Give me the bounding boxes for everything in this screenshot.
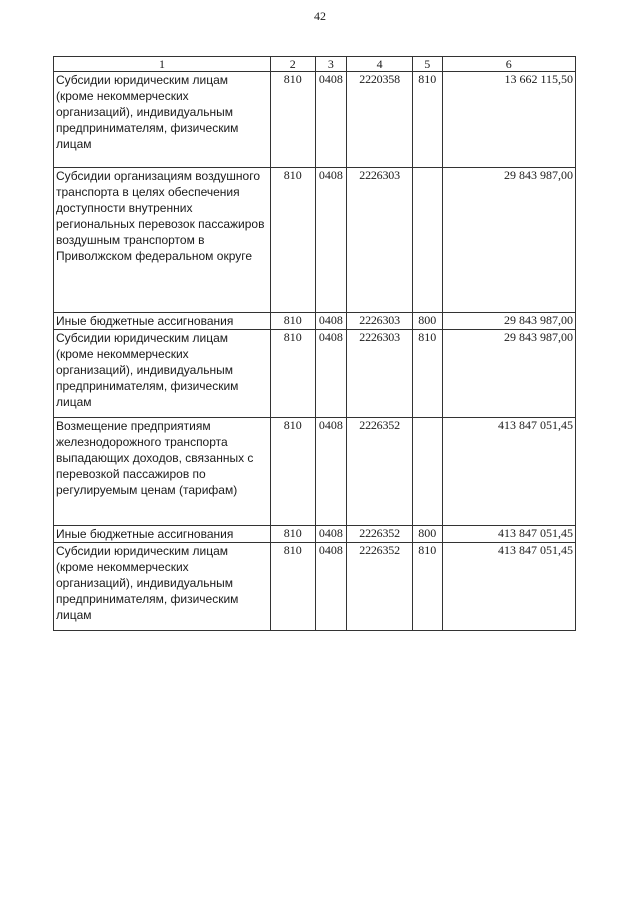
row-name-cell: Субсидии юридическим лицам (кроме некоммерческих организаций), индивидуальным предпринимателям, физическим лицам xyxy=(54,543,271,631)
table-row xyxy=(54,418,576,526)
row-code-cell: 810 xyxy=(271,72,315,168)
row-name-cell: Возмещение предприятиям железнодорожного транспорта выпадающих доходов, связанных с перевозкой пассажиров по регулируемым ценам (тарифам) xyxy=(54,418,271,526)
row-code-cell: 2226303 xyxy=(347,168,413,313)
row-amount-cell: 29 843 987,00 xyxy=(442,330,575,418)
row-name-cell: Субсидии юридическим лицам (кроме некоммерческих организаций), индивидуальным предпринимателям, физическим лицам xyxy=(54,330,271,418)
row-code-cell xyxy=(412,418,442,526)
row-code-cell: 0408 xyxy=(315,526,347,543)
table-row xyxy=(54,526,576,543)
row-code-cell: 0408 xyxy=(315,313,347,330)
header-cell: 3 xyxy=(315,57,347,72)
row-code-cell: 810 xyxy=(412,330,442,418)
row-code-cell: 810 xyxy=(271,418,315,526)
table-row xyxy=(54,543,576,631)
row-code-cell: 2226352 xyxy=(347,526,413,543)
row-code-cell: 0408 xyxy=(315,543,347,631)
row-code-cell: 0408 xyxy=(315,168,347,313)
row-code-cell: 810 xyxy=(271,330,315,418)
row-name-cell: Иные бюджетные ассигнования xyxy=(54,313,271,330)
header-cell: 1 xyxy=(54,57,271,72)
row-amount-cell: 413 847 051,45 xyxy=(442,543,575,631)
row-code-cell: 810 xyxy=(271,526,315,543)
row-name-cell: Субсидии юридическим лицам (кроме некоммерческих организаций), индивидуальным предпринимателям, физическим лицам xyxy=(54,72,271,168)
row-code-cell: 2226352 xyxy=(347,543,413,631)
table-row xyxy=(54,168,576,313)
row-amount-cell: 413 847 051,45 xyxy=(442,526,575,543)
row-code-cell: 2226352 xyxy=(347,418,413,526)
header-cell: 2 xyxy=(271,57,315,72)
budget-table xyxy=(53,56,576,631)
header-cell: 4 xyxy=(347,57,413,72)
header-cell: 6 xyxy=(442,57,575,72)
row-code-cell: 2220358 xyxy=(347,72,413,168)
row-code-cell: 800 xyxy=(412,313,442,330)
row-code-cell: 810 xyxy=(271,543,315,631)
row-code-cell: 2226303 xyxy=(347,330,413,418)
row-code-cell: 810 xyxy=(412,543,442,631)
row-name-cell: Субсидии организациям воздушного транспорта в целях обеспечения доступности внутренних региональных перевозок пассажиров воздушным транспортом в Приволжском федеральном округе xyxy=(54,168,271,313)
row-code-cell xyxy=(412,168,442,313)
row-code-cell: 0408 xyxy=(315,418,347,526)
row-code-cell: 810 xyxy=(271,313,315,330)
header-cell: 5 xyxy=(412,57,442,72)
row-code-cell: 2226303 xyxy=(347,313,413,330)
table-row xyxy=(54,313,576,330)
row-code-cell: 0408 xyxy=(315,72,347,168)
table-header-row xyxy=(54,57,576,72)
row-amount-cell: 13 662 115,50 xyxy=(442,72,575,168)
row-amount-cell: 29 843 987,00 xyxy=(442,168,575,313)
page-number: 42 xyxy=(314,9,326,23)
row-amount-cell: 29 843 987,00 xyxy=(442,313,575,330)
row-code-cell: 0408 xyxy=(315,330,347,418)
row-amount-cell: 413 847 051,45 xyxy=(442,418,575,526)
row-code-cell: 800 xyxy=(412,526,442,543)
table-row xyxy=(54,72,576,168)
table-row xyxy=(54,330,576,418)
row-code-cell: 810 xyxy=(271,168,315,313)
row-code-cell: 810 xyxy=(412,72,442,168)
row-name-cell: Иные бюджетные ассигнования xyxy=(54,526,271,543)
